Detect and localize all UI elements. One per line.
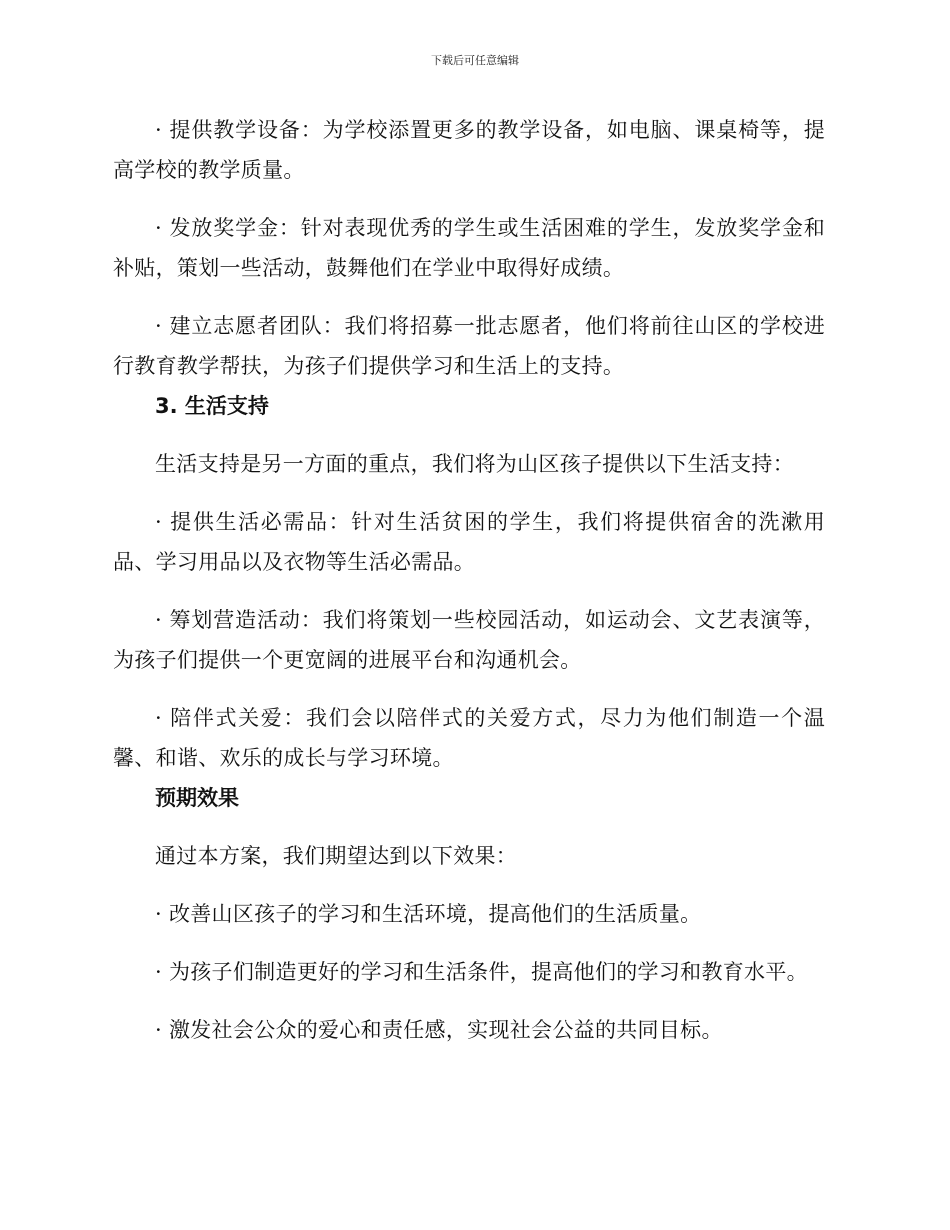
bullet-scholarship: · 发放奖学金：针对表现优秀的学生或生活困难的学生，发放奖学金和补贴，策划一些活动，鼓舞他们在学业中取得好成绩。 — [113, 216, 825, 280]
bullet-companionship: · 陪伴式关爱：我们会以陪伴式的关爱方式，尽力为他们制造一个温馨、和谐、欢乐的成长与学习环境。 — [113, 706, 825, 770]
bullet-teaching-equipment: · 提供教学设备：为学校添置更多的教学设备，如电脑、课桌椅等，提高学校的教学质量。 — [113, 118, 825, 182]
bullet-activities: · 筹划营造活动：我们将策划一些校园活动，如运动会、文艺表演等，为孩子们提供一个更宽阔的进展平台和沟通机会。 — [113, 608, 825, 672]
section-heading-expected-effects: 预期效果 — [155, 786, 239, 810]
page-header: 下载后可任意编辑 — [431, 54, 519, 67]
effect-better-conditions: · 为孩子们制造更好的学习和生活条件，提高他们的学习和教育水平。 — [155, 960, 808, 984]
expected-effects-intro: 通过本方案，我们期望达到以下效果： — [155, 844, 518, 868]
document-body — [113, 110, 825, 1050]
section-heading-life-support: 3. 生活支持 — [155, 394, 269, 418]
effect-public-responsibility: · 激发社会公众的爱心和责任感，实现社会公益的共同目标。 — [155, 1018, 723, 1042]
bullet-necessities: · 提供生活必需品：针对生活贫困的学生，我们将提供宿舍的洗漱用品、学习用品以及衣物等生活必需品。 — [113, 510, 825, 574]
bullet-volunteer-team: · 建立志愿者团队：我们将招募一批志愿者，他们将前往山区的学校进行教育教学帮扶，为孩子们提供学习和生活上的支持。 — [113, 314, 825, 378]
effect-improve-environment: · 改善山区孩子的学习和生活环境，提高他们的生活质量。 — [155, 902, 702, 926]
life-support-intro: 生活支持是另一方面的重点，我们将为山区孩子提供以下生活支持： — [155, 452, 794, 476]
